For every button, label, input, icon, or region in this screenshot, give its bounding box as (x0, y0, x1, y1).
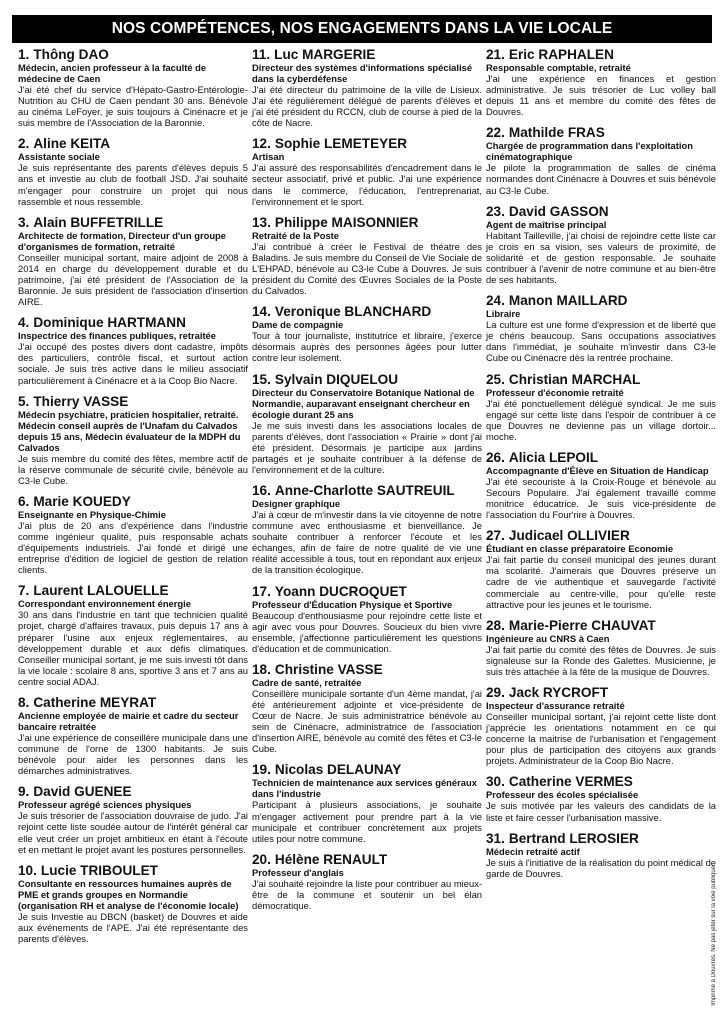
candidate-bio: Participant à plusieurs associations, je souhaite m'engager activement pour prendre part à la vie municipale et contribuer concrètement aux projets utiles pour notre commune. (252, 799, 482, 844)
candidate-entry (486, 831, 716, 879)
candidate-bio: La culture est une forme d'expression et de liberté que je chéris beaucoup. Sans occupations associatives dans l'immédiat, je souhaite m'investir dans C3-le Cube ou Cinénacre dès la rentrée prochaine. (486, 319, 716, 364)
candidate-name: Sophie LEMETEYER (274, 136, 408, 152)
candidate-number: 24. (486, 293, 505, 309)
candidate-role: Médecin psychiatre, praticien hospitalier, retraité. Médecin conseil auprès de l'Unafam du Calvados depuis 15 ans, Médecin évaluateur de la MDPH du Calvados (18, 408, 241, 453)
candidate-bio: J'ai été directeur du patrimoine de la ville de Lisieux. J'ai été régulièrement délégué de parents d'élèves et j'ai été président du RCCN, club de course à pied de la côte de Nacre. (252, 84, 482, 129)
candidate-role: Directeur du Conservatoire Botanique National de Normandie, auparavant enseignant chercheur en écologie durant 25 ans (252, 386, 475, 420)
candidate-number: 31. (486, 830, 505, 846)
column-1 (18, 47, 248, 952)
candidate-name-line (252, 483, 482, 498)
candidate-bio: J'ai une expérience de conseillère municipale dans une commune de l'orne de 1300 habitants. Je suis bénévole pour aider les personnes dans les démarches administratives. (18, 732, 248, 777)
candidate-name: Thierry VASSE (33, 393, 129, 409)
candidate-bio: Je suis représentante des parents d'élèves depuis 5 ans et investie au club de football JSD. J'ai souhaité m'engager pour construire un projet qui nous rassemble et nous ressemble. (18, 162, 248, 207)
candidate-name: Hélène RENAULT (274, 851, 388, 867)
candidate-name: Marie KOUEDY (33, 493, 131, 509)
candidate-role: Architecte de formation, Directeur d'un groupe d'organismes de formation, retraité (18, 229, 226, 252)
candidate-entry (486, 528, 716, 609)
candidate-number: 9. (18, 784, 30, 800)
candidate-role: Professeur d'Éducation Physique et Sportive (252, 598, 453, 610)
candidate-bio: Tour à tour journaliste, institutrice et libraire, j'exerce désormais auprès des personnes âgées pour lutter contre leur isolement. (252, 330, 482, 364)
candidate-bio: J'ai contribué à créer le Festival de théatre des Baladins. Je suis membre du Conseil de Vie Sociale de L'EHPAD, bénévole au C3-le Cube à Douvres. Je suis président du Comité des Œuvres Sociales de la Poste du Calvados. (252, 240, 482, 297)
candidate-entry (252, 584, 482, 654)
candidate-number: 11. (252, 47, 271, 62)
candidate-entry (486, 204, 716, 285)
candidate-role: Technicien de maintenance aux services généraux dans l'industrie (252, 777, 477, 800)
candidate-bio: J'ai plus de 20 ans d'expérience dans l'industrie comme ingénieur qualité, puis responsable achats d'équipements industriels. J'ai fondé et dirigé une entreprise d'édition de logiciel de gestion de relation clients. (18, 519, 248, 576)
candidate-role: Ancienne employée de mairie et cadre du secteur bancaire retraitée (18, 710, 239, 732)
candidate-entry (18, 863, 248, 944)
candidate-number: 27. (486, 528, 505, 544)
candidate-number: 14. (252, 304, 271, 320)
candidate-entry (486, 618, 716, 677)
candidate-bio: Beaucoup d'enthousiasme pour rejoindre cette liste et agir avec vous pour Douvres. Soucieux du bien vivre ensemble, j'affectionne particulièrement les questions d'éducation et de communication. (252, 609, 482, 654)
candidate-entry (18, 784, 248, 854)
candidate-name: Veronique BLANCHARD (274, 304, 432, 320)
candidate-bio: J'ai assuré des responsabilités d'encadrement dans le secteur associatif, privé et public. J'ai une expérience dans le commerce, l'éducation, l'entreprenariat, l'environnement et le sport. (252, 162, 482, 207)
candidate-entry (252, 662, 482, 755)
candidate-entry (252, 136, 482, 206)
candidate-role: Ingénieure au CNRS à Caen (486, 632, 610, 644)
candidate-number: 15. (252, 371, 271, 387)
candidate-bio: J'ai une expérience en finances et gestion administrative. Je suis trésorier de Luc volley ball depuis 11 ans et membre du comité des fêtes de Douvres. (486, 73, 716, 118)
candidate-name: Marie-Pierre CHAUVAT (508, 617, 656, 633)
candidate-entry (252, 762, 482, 843)
candidate-name: Aline KEITA (33, 136, 111, 152)
candidate-number: 25. (486, 371, 505, 387)
candidate-role: Consultante en ressources humaines auprès de PME et grands groupes en Normandie (organisation RH et analyse de l'économie locale) (18, 877, 239, 911)
candidate-role: Chargée de programmation dans l'exploitation cinématographique (486, 140, 693, 163)
candidate-number: 19. (252, 762, 271, 778)
candidate-name: Luc MARGERIE (274, 47, 376, 62)
candidate-role: Cadre de santé, retraitée (252, 676, 362, 688)
candidate-name: Yoann DUCROQUET (274, 583, 407, 599)
candidate-role: Directeur des systèmes d'informations spécialisé dans la cyberdéfense (252, 62, 473, 84)
candidate-name: Catherine MEYRAT (33, 695, 157, 710)
candidate-name-line (486, 618, 716, 633)
candidate-name: Thông DAO (33, 47, 109, 62)
candidate-role: Correspondant environnement énergie (18, 598, 191, 610)
candidate-name: Alicia LEPOIL (508, 449, 599, 465)
candidate-role: Enseignante en Physique-Chimie (18, 508, 166, 520)
candidate-number: 17. (252, 583, 271, 599)
candidate-number: 13. (252, 214, 271, 230)
candidate-name-line (18, 136, 248, 151)
candidate-entry (18, 47, 248, 128)
candidate-role: Dame de compagnie (252, 319, 344, 331)
candidate-role: Professeur d'économie retraité (486, 386, 624, 398)
candidate-bio: J'ai été secouriste à la Croix-Rouge et bénévole au Secours Populaire. J'ai également travaillé comme monitrice éducatrice. Je suis vice-présidente de l'association du Four'rire à Douvres. (486, 475, 716, 521)
candidate-entry (252, 47, 482, 128)
candidate-role: Agent de maîtrise principal (486, 218, 607, 230)
candidate-name: Catherine VERMES (508, 774, 633, 790)
candidate-entry (252, 215, 482, 296)
candidate-bio: Je me suis investi dans les associations locales de parents d'élèves, dont l'association « Prairie » dont j'ai été président. Désormais je participe aux jardins partagés et je souhaite contribuer à la défense de l'environnement et de la culture. (252, 419, 482, 475)
candidate-number: 22. (486, 125, 505, 141)
candidate-bio: Conseiller municipal sortant, maire adjoint de 2008 à 2014 en charge du développement durable et du patrimoine, j'ai été président de l'Association de la Baronnie. Je suis président de l'association d'insertion AIRE. (18, 251, 248, 308)
candidate-name: David GASSON (508, 203, 609, 219)
candidate-entry (486, 774, 716, 822)
candidate-role: Médecin retraité actif (486, 845, 580, 857)
candidate-name-line (18, 863, 248, 878)
candidate-bio: Je suis membre du comité des fêtes, membre actif de la réserve communale de sécurité civile, bénévole au C3-le Cube. (18, 452, 248, 486)
candidate-name: Mathilde FRAS (508, 125, 605, 141)
candidate-bio: Conseillère municipale sortante d'un 4ème mandat, j'ai été antérieurement adjointe et vice-présidente de Cœur de Nacre. Je suis administratrice bénévole au sein de Cinénacre, administratrice de l'association d'insertion AIRE, bénévole au comité des fêtes et C3-le Cube. (252, 687, 482, 755)
candidate-bio: J'ai été ponctuellement délégué syndical. Je me suis engagé sur cette liste dans l'espoir de contribuer à ce que Douvres ne devienne pas un village dortoir... moche. (486, 397, 716, 442)
candidate-bio: J'ai occupé des postes divers dont cadastre, impôts des particuliers, contrôle fiscal, et surtout action sociale. Je suis très active dans le milieu associatif particulièrement à Cinénacre et à la Coop Bio Nacre. (18, 341, 248, 386)
candidate-role: Libraire (486, 308, 521, 320)
candidate-bio: J'ai fait partie du conseil municipal des jeunes durant ma scolarité. J'aimerais que Douvres préserve un cadre de vie authentique et sauvegarde l'activité commerciale au centre-ville, pour qu'elle reste attractive pour les jeunes et le tourisme. (486, 554, 716, 610)
candidate-name-line (252, 47, 482, 62)
candidate-entry (18, 695, 248, 776)
candidate-entry (18, 394, 248, 486)
candidate-number: 12. (252, 136, 271, 152)
candidate-bio: J'ai fait partie du comité des fêtes de Douvres. Je suis signaleuse sur la Ronde des Galettes. Musicienne, je suis très attachée à la fête de la musique de Douvres. (486, 643, 716, 677)
candidate-bio: Je pilote la programmation de salles de cinéma normandes dont Cinénacre à Douvres et suis bénévole au C3-le Cube. (486, 162, 716, 196)
candidate-number: 8. (18, 695, 30, 710)
candidate-role: Inspecteur d'assurance retraité (486, 700, 625, 711)
candidate-name-line (252, 304, 482, 319)
candidate-name: Lucie TRIBOULET (40, 862, 158, 878)
candidate-name-line (18, 695, 248, 710)
candidate-bio: 30 ans dans l'industrie en tant que technicien qualité projet, chargé d'affaires travaux, puis depuis 17 ans à préparer l'usine aux enjeux réglementaires, au développement durable et aux défis climatiques. Conseiller municipal sortant, je me suis investi tôt dans la vie locale : scolaire 8 ans, sportive 3 ans et 7 ans au centre social ADAJ. (18, 609, 248, 687)
column-3 (486, 47, 716, 887)
candidate-name: Judicael OLLIVIER (508, 528, 630, 544)
candidate-name: Nicolas DELAUNAY (274, 762, 402, 778)
candidate-number: 3. (18, 214, 30, 230)
candidate-name: Jack RYCROFT (508, 685, 609, 700)
candidate-number: 10. (18, 862, 37, 878)
candidate-bio: J'ai à cœur de m'investir dans la vie citoyenne de notre commune avec enthousiasme et bienveillance. Je souhaite contribuer à renforcer l'écoute et les échanges, afin de faire de notre qualité de vie une réalité accessible à tous, tout en répondant aux enjeux de la transition écologique. (252, 508, 482, 576)
candidate-role: Retraité de la Poste (252, 229, 340, 241)
candidate-bio: Habitant Tailleville, j'ai choisi de rejoindre cette liste car je crois en sa vision, ses valeurs de proximité, de solidarité et de gestion responsable. Je souhaite contribuer à l'avenir de notre commune et au bien-être de ses habitants. (486, 229, 716, 286)
candidate-name: Christian MARCHAL (508, 371, 641, 387)
candidate-entry (486, 450, 716, 520)
candidate-name: Sylvain DIQUELOU (274, 371, 399, 387)
candidate-number: 28. (486, 617, 505, 633)
candidate-bio: J'ai été chef du service d'Hépato-Gastro-Entérologie-Nutrition au CHU de Caen pendant 30 ans. Bénévole au cinéma LeFoyer, je suis toujours à Cinénacre et je suis membre de l'Association de la Baronnie. (18, 84, 248, 129)
candidate-number: 1. (18, 47, 30, 62)
candidate-name-line (486, 204, 716, 219)
candidate-name-line (18, 215, 248, 230)
candidate-number: 26. (486, 449, 505, 465)
candidate-entry (18, 583, 248, 687)
candidate-name: Manon MAILLARD (508, 293, 628, 309)
candidate-role: Professeur agrégé sciences physiques (18, 799, 192, 811)
candidate-bio: Je suis trésorier de l'association douvraise de judo. J'ai rejoint cette liste soudée autour de l'intérêt général car elle veut créer un projet ambitieux en étant à l'écoute et en mettant le projet avant les postures personnelles. (18, 810, 248, 855)
candidate-number: 29. (486, 685, 505, 700)
candidate-entry (252, 372, 482, 475)
candidate-number: 7. (18, 583, 30, 599)
candidate-name-line (486, 125, 716, 140)
candidate-name-line (18, 394, 248, 409)
candidate-number: 23. (486, 203, 505, 219)
candidate-number: 4. (18, 315, 30, 331)
candidate-name-line (252, 215, 482, 230)
candidate-entry (486, 372, 716, 442)
candidate-role: Assistante sociale (18, 151, 100, 163)
candidate-role: Professeur d'anglais (252, 866, 344, 878)
candidate-name-line (486, 831, 716, 846)
candidate-name: David GUENEE (33, 784, 132, 800)
candidate-entry (18, 215, 248, 307)
candidate-name-line (486, 293, 716, 308)
candidate-entry (252, 483, 482, 576)
candidate-name: Philippe MAISONNIER (274, 214, 419, 230)
candidate-name: Alain BUFFETRILLE (33, 214, 164, 230)
candidate-role: Designer graphique (252, 497, 341, 509)
candidate-bio: J'ai souhaité rejoindre la liste pour contribuer au mieux-être de la commune et soutenir un bel élan démocratique. (252, 877, 482, 912)
candidate-number: 20. (252, 851, 271, 867)
candidate-entry (252, 852, 482, 911)
candidate-name-line (486, 774, 716, 789)
candidate-name-line (486, 372, 716, 387)
candidate-number: 21. (486, 47, 505, 62)
candidate-entry (486, 685, 716, 766)
candidate-number: 5. (18, 393, 30, 409)
candidate-name: Laurent LALOUELLE (33, 583, 169, 599)
candidate-role: Étudiant en classe préparatoire Economie (486, 543, 674, 555)
candidate-name-line (486, 528, 716, 543)
candidate-name-line (252, 136, 482, 151)
page-banner: NOS COMPÉTENCES, NOS ENGAGEMENTS DANS LA VIE LOCALE (12, 15, 712, 43)
candidate-entry (18, 494, 248, 575)
candidate-bio: Je suis Investie au DBCN (basket) de Douvres et aide aux événements de l'APE. J'ai été représentante des parents d'élèves. (18, 910, 248, 944)
candidate-name-line (252, 852, 482, 867)
candidate-name-line (252, 762, 482, 777)
candidate-name-line (486, 685, 716, 700)
candidate-number: 16. (252, 482, 271, 498)
candidate-name: Bertrand LEROSIER (508, 830, 639, 846)
print-notice: Imprimé à Douvres. Ne pas jeter sur la voie publique (711, 866, 717, 1006)
candidate-entry (486, 47, 716, 117)
candidate-bio: Je suis à l'initiative de la réalisation du point médical de garde de Douvres. (486, 856, 716, 879)
column-2 (252, 47, 482, 919)
candidate-name-line (252, 662, 482, 677)
candidate-entry (18, 315, 248, 385)
candidate-role: Responsable comptable, retraité (486, 62, 631, 73)
candidate-entry (486, 293, 716, 363)
candidate-name: Eric RAPHALEN (508, 47, 614, 62)
candidate-role: Artisan (252, 151, 285, 163)
candidate-name-line (252, 372, 482, 387)
candidate-number: 2. (18, 136, 30, 152)
candidate-role: Accompagnante d'Élève en Situation de Handicap (486, 464, 709, 476)
candidate-name-line (18, 583, 248, 598)
candidate-name-line (252, 584, 482, 599)
candidate-entry (252, 304, 482, 363)
candidate-bio: Conseiller municipal sortant, j'ai rejoint cette liste dont j'apprécie les orientations notamment en ce qui concerne la maitrise de l'urbanisation et l'engagement pour plus de participation des citoyens aux grands projets. Administrateur de la Coop Bio Nacre. (486, 711, 716, 767)
candidate-role: Professeur des écoles spécialisée (486, 789, 639, 801)
candidate-name-line (18, 315, 248, 330)
candidate-name: Dominique HARTMANN (33, 315, 186, 331)
candidate-role: Inspectrice des finances publiques, retraitée (18, 330, 216, 342)
candidate-number: 6. (18, 493, 30, 509)
candidate-role: Médecin, ancien professeur à la faculté de médecine de Caen (18, 62, 207, 84)
candidate-name-line (18, 494, 248, 509)
candidate-number: 30. (486, 774, 505, 790)
candidate-name-line (486, 47, 716, 62)
candidate-name-line (486, 450, 716, 465)
candidate-entry (18, 136, 248, 206)
candidate-entry (486, 125, 716, 195)
candidate-name: Anne-Charlotte SAUTREUIL (274, 482, 455, 498)
candidate-name-line (18, 47, 248, 62)
candidate-bio: Je suis motivée par les valeurs des candidats de la liste et faire cesser l'urbanisation massive. (486, 800, 716, 823)
candidate-name: Christine VASSE (274, 661, 383, 677)
candidate-name-line (18, 784, 248, 799)
candidate-number: 18. (252, 661, 271, 677)
